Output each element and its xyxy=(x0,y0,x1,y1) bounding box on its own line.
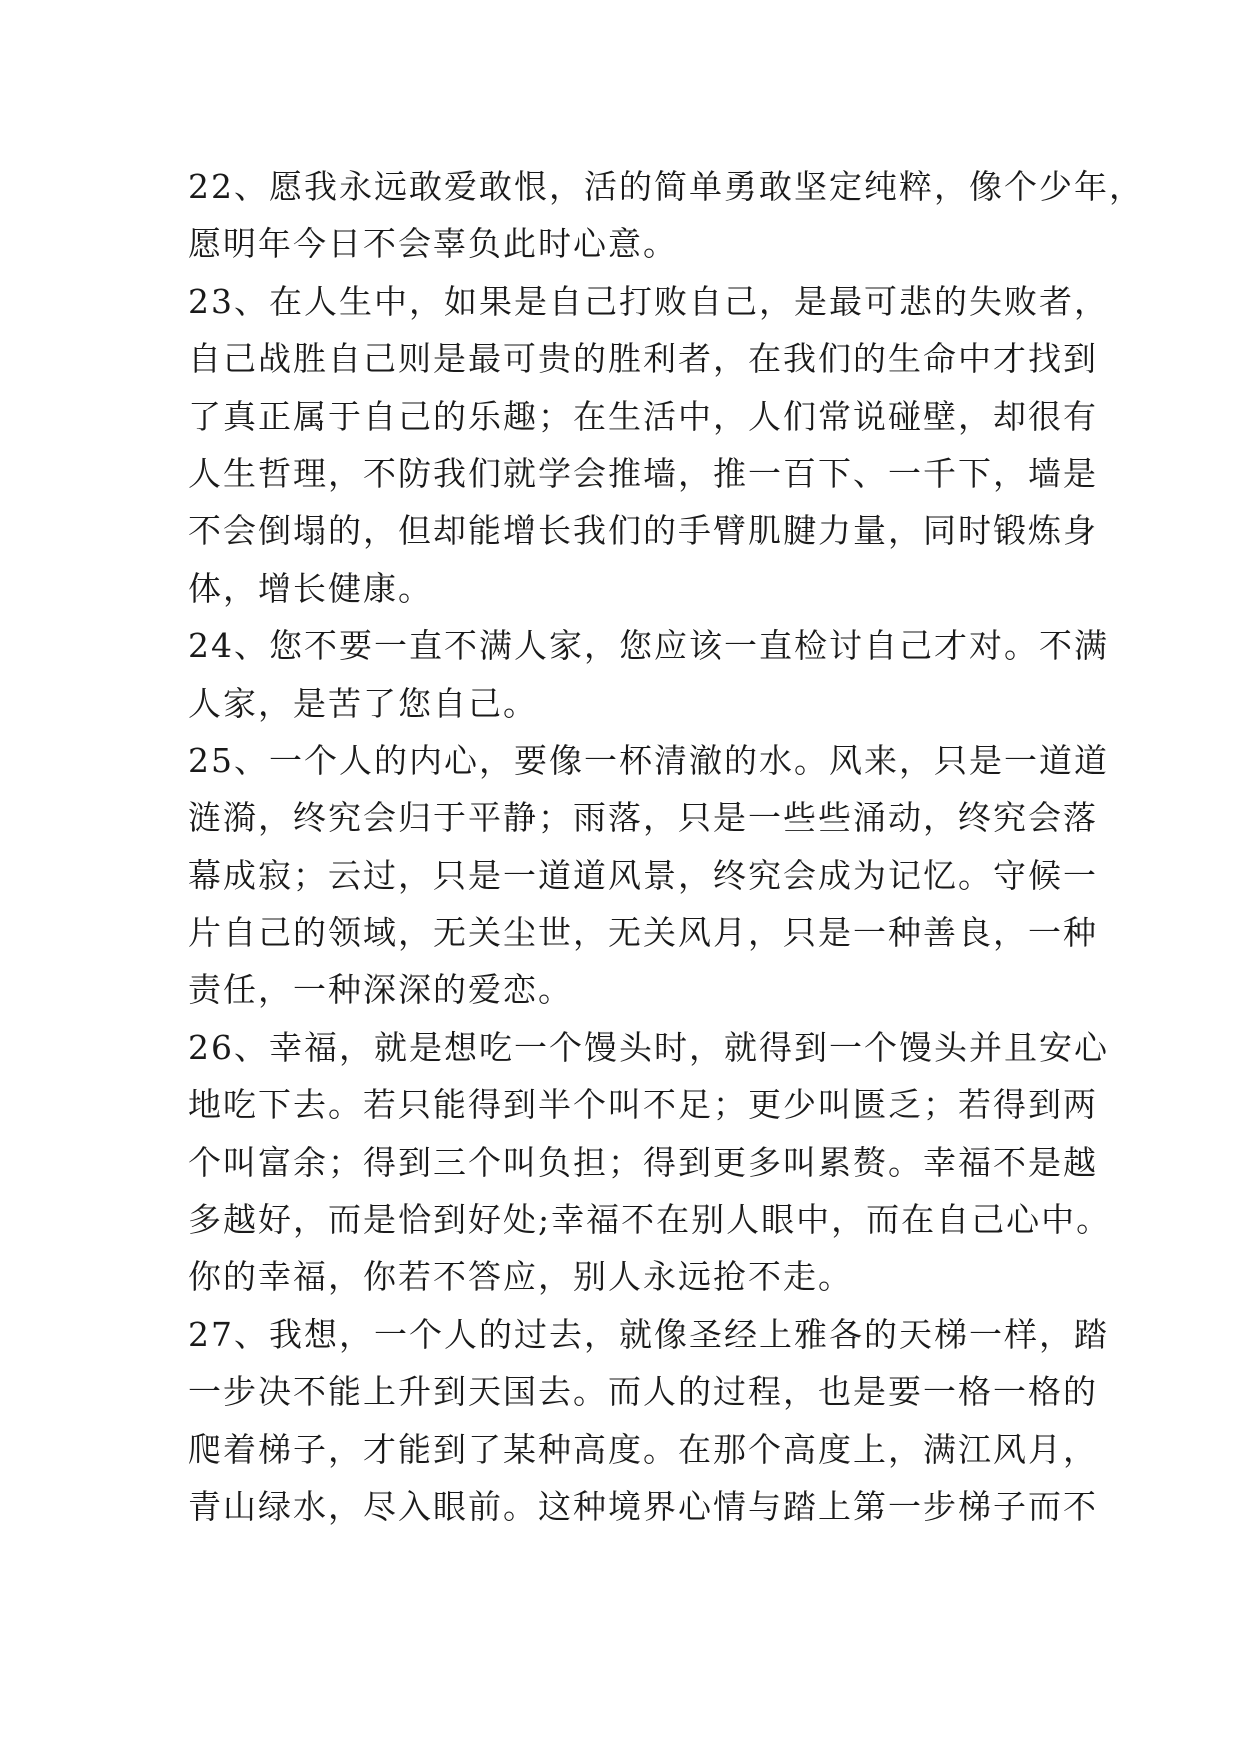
text-line: 体，增长健康。 xyxy=(188,568,433,608)
text-line: 了真正属于自己的乐趣；在生活中，人们常说碰壁，却很有 xyxy=(188,396,1098,436)
text-line: 多越好，而是恰到好处;幸福不在别人眼中，而在自己心中。 xyxy=(188,1200,1112,1240)
text-line: 涟漪，终究会归于平静；雨落，只是一些些涌动，终究会落 xyxy=(188,798,1098,838)
text-line: 人生哲理，不防我们就学会推墙，推一百下、一千下，墙是 xyxy=(188,453,1098,493)
document-body xyxy=(188,158,1144,1535)
text-line: 责任，一种深深的爱恋。 xyxy=(188,970,573,1010)
text-line: 愿明年今日不会辜负此时心意。 xyxy=(188,224,678,264)
text-line: 青山绿水，尽入眼前。这种境界心情与踏上第一步梯子而不 xyxy=(188,1486,1098,1526)
text-line: 个叫富余；得到三个叫负担；得到更多叫累赘。幸福不是越 xyxy=(188,1142,1098,1182)
text-line: 爬着梯子，才能到了某种高度。在那个高度上，满江风月， xyxy=(188,1429,1098,1469)
text-line: 自己战胜自己则是最可贵的胜利者，在我们的生命中才找到 xyxy=(188,339,1098,379)
text-line: 24、您不要一直不满人家，您应该一直检讨自己才对。不满 xyxy=(188,626,1109,666)
text-line: 人家，是苦了您自己。 xyxy=(188,683,538,723)
text-line: 幕成寂；云过，只是一道道风景，终究会成为记忆。守候一 xyxy=(188,855,1098,895)
text-line: 25、一个人的内心，要像一杯清澈的水。风来，只是一道道 xyxy=(188,740,1109,780)
text-line: 22、愿我永远敢爱敢恨，活的简单勇敢坚定纯粹，像个少年， xyxy=(188,167,1144,206)
text-line: 片自己的领域，无关尘世，无关风月，只是一种善良，一种 xyxy=(188,913,1098,953)
text-line: 23、在人生中，如果是自己打败自己，是最可悲的失败者， xyxy=(188,281,1109,321)
text-line: 地吃下去。若只能得到半个叫不足；更少叫匮乏；若得到两 xyxy=(188,1085,1098,1125)
text-line: 不会倒塌的，但却能增长我们的手臂肌腱力量，同时锻炼身 xyxy=(188,511,1098,551)
text-line: 26、幸福，就是想吃一个馒头时，就得到一个馒头并且安心 xyxy=(188,1027,1109,1067)
text-line: 你的幸福，你若不答应，别人永远抢不走。 xyxy=(188,1257,853,1297)
text-line: 一步决不能上升到天国去。而人的过程，也是要一格一格的 xyxy=(188,1372,1098,1412)
text-line: 27、我想，一个人的过去，就像圣经上雅各的天梯一样，踏 xyxy=(188,1314,1109,1354)
